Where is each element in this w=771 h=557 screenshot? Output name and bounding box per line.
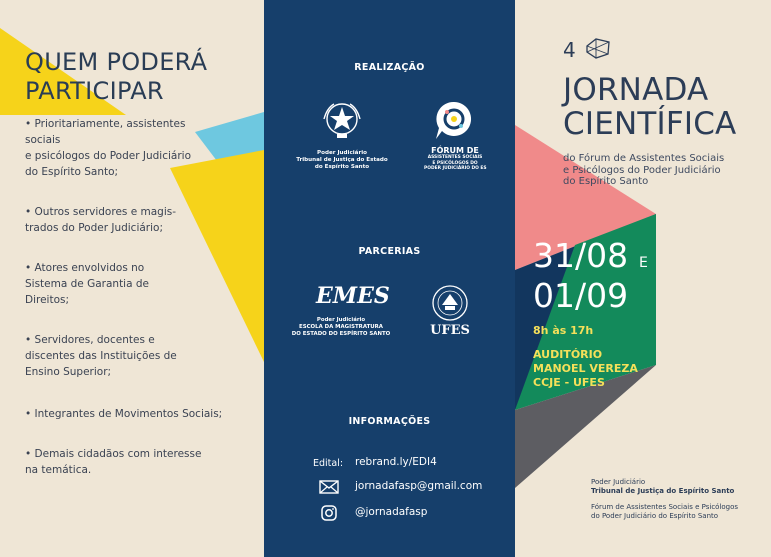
emes-wordmark: EMES (316, 283, 390, 309)
footer-forum: Fórum de Assistentes Sociais e Psicólogos do Poder Judiciário do Espírito Santo (591, 503, 739, 520)
yellow-right-triangle (170, 150, 264, 362)
audience-item: • Demais cidadãos com interesse na temática. (25, 448, 202, 476)
forum-speech-bubble-icon (434, 100, 474, 142)
edition-number: 4 (563, 38, 576, 62)
edital-link[interactable]: rebrand.ly/EDI4 (355, 456, 437, 468)
left-panel (0, 0, 264, 557)
parcerias-heading: PARCERIAS (358, 246, 421, 257)
footer-org: Poder Judiciário Tribunal de Justiça do Espírito Santo (591, 478, 735, 495)
instagram-link[interactable]: @jornadafasp (355, 506, 428, 518)
coat-of-arms-icon (321, 98, 363, 140)
realizacao-heading: REALIZAÇÃO (354, 62, 425, 73)
event-time: 8h às 17h (533, 324, 594, 337)
event-title: JORNADA CIENTÍFICA (563, 72, 737, 142)
date-first: 31/08 (533, 236, 629, 275)
geometric-gem-icon (584, 36, 612, 60)
date-connector: E (639, 255, 648, 271)
event-subtitle: do Fórum de Assistentes Sociais e Psicólogos do Poder Judiciário do Espírito Santo (563, 153, 725, 187)
date-second: 01/09 (533, 276, 629, 315)
audience-item: • Outros servidores e magis- trados do Poder Judiciário; (25, 206, 177, 234)
audience-title: QUEM PODERÁ PARTICIPAR (25, 48, 208, 105)
audience-item: • Prioritariamente, assistentes sociais e psicólogos do Poder Judiciário do Espírito Santo; (25, 118, 191, 178)
ufes-seal-icon (430, 284, 470, 322)
audience-item: • Integrantes de Movimentos Sociais; (25, 408, 223, 420)
event-venue: AUDITÓRIO MANOEL VEREZA CCJE - UFES (533, 348, 638, 389)
forum-logo-caption: FÓRUM DE ASSISTENTES SOCIAIS E PSICÓLOGOS DO PODER JUDICIÁRIO DO ES (424, 146, 487, 171)
right-panel (515, 0, 771, 557)
instagram-icon (321, 505, 337, 521)
audience-item: • Servidores, docentes e discentes das Instituições de Ensino Superior; (25, 334, 177, 378)
ufes-wordmark: UFES (430, 323, 470, 338)
middle-panel (264, 0, 515, 557)
emes-logo-caption: Poder Judiciário ESCOLA DA MAGISTRATURA DO ESTADO DO ESPÍRITO SANTO (291, 317, 391, 337)
mail-icon (319, 480, 339, 494)
edital-label: Edital: (313, 458, 344, 469)
audience-item: • Atores envolvidos no Sistema de Garantia de Direitos; (25, 262, 150, 306)
email-link[interactable]: jornadafasp@gmail.com (355, 480, 483, 492)
tj-logo-caption: Poder Judiciário Tribunal de Justiça do Estado do Espírito Santo (296, 150, 388, 170)
informacoes-heading: INFORMAÇÕES (348, 416, 431, 427)
